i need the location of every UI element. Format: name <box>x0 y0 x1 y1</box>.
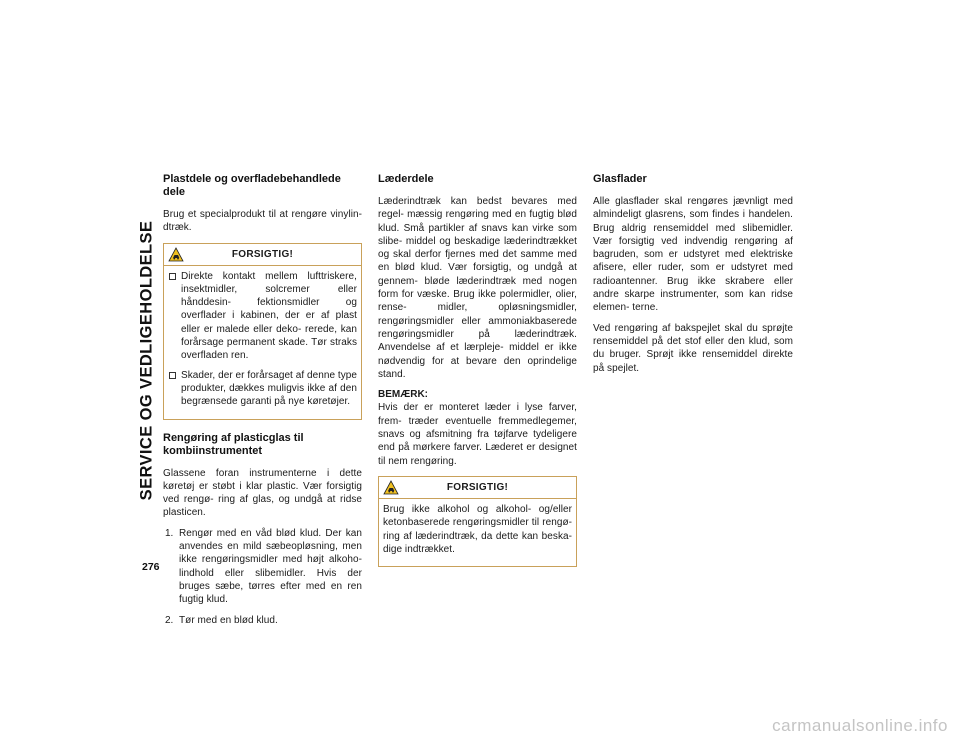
page-number: 276 <box>142 561 160 573</box>
column-2 <box>378 173 577 579</box>
warning-text: Brug ikke alkohol og alkohol- og/eller ketonbaserede rengøringsmidler til rengø- ring af læderindtræk, da dette kan beska- dige indtrækket. <box>383 503 572 555</box>
warning-header <box>379 477 576 499</box>
column-3 <box>593 173 793 382</box>
section-tab-label: SERVICE OG VEDLIGEHOLDELSE <box>137 220 156 500</box>
checkbox-bullet-icon <box>169 372 176 379</box>
paragraph-glass: Alle glasflader skal rengøres jævnligt med almindeligt glasrens, som findes i handelen. Brug aldrig rensemiddel med slibemidler. Vær forsigtig ved indvendig rengøring af bagruden, som er udstyret med elektriske afisere, eller ruder, som er udstyret med radioantenner. Brug ikke skrabere eller andre skarpe instrumenter, som kan ridse elemen- terne. <box>593 196 793 314</box>
step-item <box>165 614 362 627</box>
warning-item <box>168 369 357 409</box>
note-text: Hvis der er monteret læder i lyse farver, frem- træder eventuelle fremmedlegemer, snavs og afsmitning fra tøjfarve tydeligere end på mørkere farver. Læderet er designet til nem rengøring. <box>378 402 577 467</box>
warning-item <box>168 270 357 363</box>
step-text: Rengør med en våd blød klud. Der kan anvendes en mild sæbeopløsning, men ikke rengøringsmidler med højt alkoho- lindhold eller slibemidler. Hvis der bruges sæbe, tørres efter med en ren fugtig klud. <box>179 527 362 606</box>
paragraph-instrument-glass: Glassene foran instrumenterne i dette køretøj er støbt i klar plastic. Vær forsigtig ved rengø- ring af glas, og undgå at ridse plasticen. <box>163 467 362 519</box>
caution-car-icon <box>168 247 184 262</box>
heading-plastic-parts: Plastdele og overfladebehandlede dele <box>163 173 341 198</box>
warning-title: FORSIGTIG! <box>446 481 509 493</box>
warning-header <box>164 244 361 266</box>
watermark: carmanualsonline.info <box>772 716 948 735</box>
step-number: 2. <box>165 614 174 626</box>
paragraph-mirror: Ved rengøring af bakspejlet skal du sprøjte rensemiddel på det stof eller den klud, som du bruger. Sprøjt ikke rensemiddel direkte på spejlet. <box>593 322 793 374</box>
heading-instrument-glass: Rengøring af plasticglas til kombiinstrumentet <box>163 431 304 457</box>
note-label: BEMÆRK: <box>378 389 428 401</box>
caution-car-icon <box>383 480 399 495</box>
column-1 <box>163 173 362 634</box>
warning-item-text: Skader, der er forårsaget af denne type produkter, dækkes muligvis ikke af den begrænsede garanti på nye køretøjer. <box>181 369 357 408</box>
warning-item-text: Direkte kontakt mellem lufttriskere, insektmidler, solcremer eller hånddesin- fektionsmidler og overflader i kabinen, der er af plast eller er malede eller deko- rerede, kan forårsage permanent skade. Tør straks overfladen ren. <box>181 270 357 362</box>
step-text: Tør med en blød klud. <box>179 614 278 626</box>
heading-leather-parts: Læderdele <box>378 173 434 185</box>
checkbox-bullet-icon <box>169 273 176 280</box>
warning-title: FORSIGTIG! <box>231 248 294 260</box>
warning-box-leather <box>378 476 577 567</box>
heading-glass-surfaces: Glasflader <box>593 173 647 185</box>
step-number: 1. <box>165 527 174 539</box>
paragraph-vinyl: Brug et specialprodukt til at rengøre vinylin- dtræk. <box>163 209 362 234</box>
warning-box-plastic <box>163 243 362 420</box>
section-side-tab <box>136 165 158 555</box>
step-item <box>165 527 362 607</box>
paragraph-leather: Læderindtræk kan bedst bevares med regel- mæssig rengøring med en fugtig blød klud. Små partikler af snavs kan virke som slibe- middel og beskadige læderindtrækket og skal derfor fjernes med det samme med en blød klud. Vær forsigtig, og undgå at gennem- bløde læderindtræk med nogen form for væske. Brug ikke polermidler, olier, rense- midler, opløsningsmidler, rengøringsmidler eller ammoniakbaserede rengøringsmidler på læderindtræk. Anvendelse af et lærpleje- middel er ikke nødvendig for at bevare den oprindelige stand. <box>378 196 577 380</box>
